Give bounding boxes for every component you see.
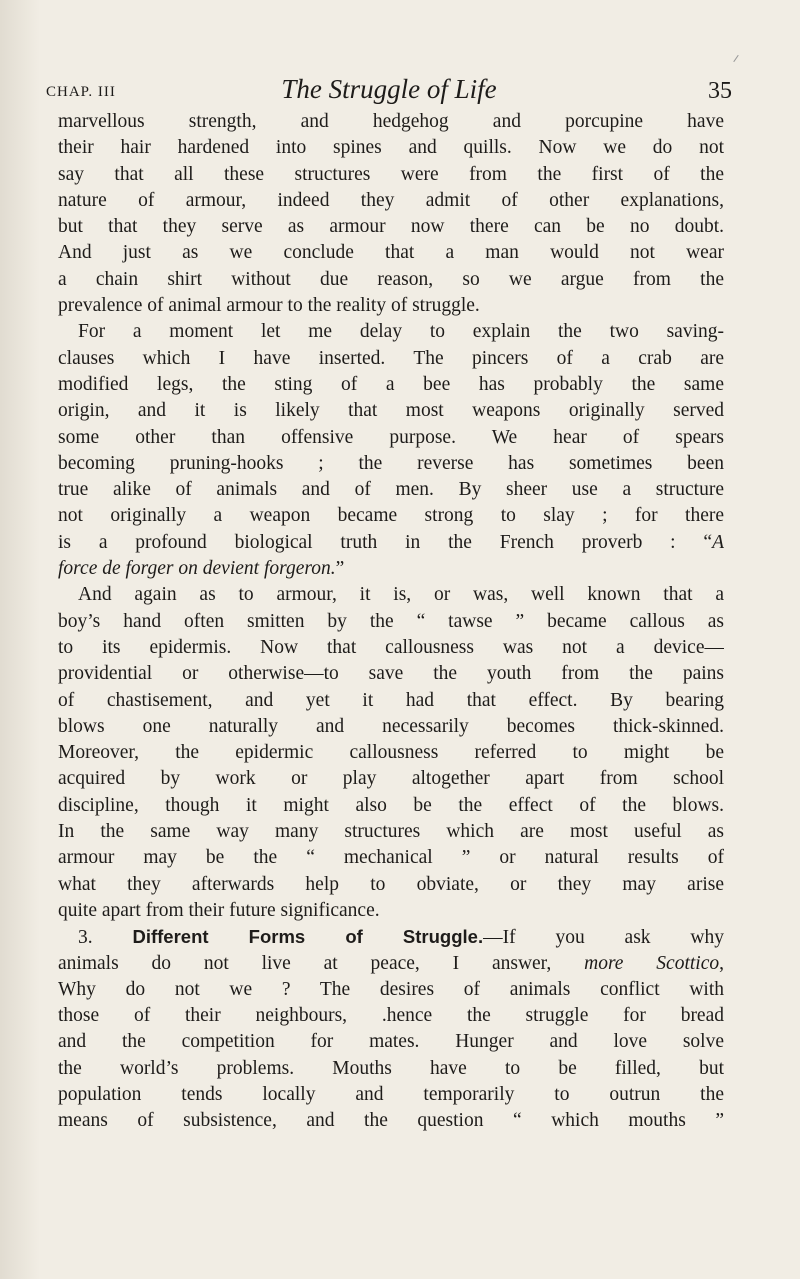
text-line: not originally a weapon became strong to slay ; for there [58,505,724,527]
text-line: true alike of animals and of men. By sheer use a structure [58,479,724,501]
text-line: armour may be the “ mechanical ” or natural results of [58,847,724,869]
text-line: quite apart from their future significance. [58,899,380,921]
proverb-close: ” [335,558,345,580]
text-line: marvellous strength, and hedgehog and porcupine have [58,111,724,132]
text-line: their hair hardened into spines and quills. Now we do not [58,137,724,159]
text-line: of chastisement, and yet it had that effect. By bearing [58,689,724,711]
text-line: providential or otherwise—to save the youth from the pains [58,663,724,685]
text-line: prevalence of animal armour to the reality of struggle. [58,295,480,317]
text-line: discipline, though it might also be the effect of the blows. [58,794,724,816]
section-heading-line [58,924,724,950]
text-line: Moreover, the epidermic callousness referred to might be [58,742,724,764]
text-line: Why do not we ? The desires of animals conflict with [58,978,724,1000]
italic-phrase: more Scottico [584,952,720,974]
section-heading: Different Forms of Struggle. [132,926,484,948]
section-number: 3. [78,927,133,949]
corner-mark [733,55,738,62]
text-line: means of subsistence, and the question “ which mouths ” [58,1110,724,1132]
text-line: nature of armour, indeed they admit of other explanations, [58,189,724,211]
text-line: but that they serve as armour now there can be no doubt. [58,216,724,238]
text-line: and the competition for mates. Hunger and love solve [58,1031,724,1053]
proverb-italic-start: A [712,531,724,553]
text-line: what they afterwards help to obviate, or they may arise [58,873,724,895]
text-line: population tends locally and temporarily to outrun the [58,1083,724,1105]
text-line: acquired by work or play altogether apart from school [58,768,724,790]
body-text [58,109,724,1135]
line-lead: animals do not live at peace, I answer, [58,952,585,974]
text-line-italic-phrase [58,951,724,977]
section-heading-continuation: —If you ask why [483,927,724,949]
text-line: In the same way many structures which are most useful as [58,821,724,843]
line-tail: , [719,952,724,974]
text-line: say that all these structures were from the first of the [58,163,724,185]
text-line: a chain shirt without due reason, so we argue from the [58,268,724,290]
text-line: to its epidermis. Now that callousness was not a device— [58,636,724,658]
running-header [46,72,732,108]
text-line: boy’s hand often smitten by the “ tawse ” became callous as [58,610,724,632]
text-line: those of their neighbours, .hence the struggle for bread [58,1005,724,1027]
text-line: becoming pruning-hooks ; the reverse has sometimes been [58,452,724,474]
text-line: modified legs, the sting of a bee has probably the same [58,373,724,395]
text-line-proverb-start [58,530,724,556]
text-line: And just as we conclude that a man would not wear [58,242,724,264]
text-line: the world’s problems. Mouths have to be filled, but [58,1057,724,1079]
text-line: origin, and it is likely that most weapons originally served [58,400,724,422]
chapter-label: CHAP. III [46,84,116,100]
text-line: clauses which I have inserted. The pincers of a crab are [58,347,724,369]
text-line: blows one naturally and necessarily becomes thick-skinned. [58,715,724,737]
proverb-lead: is a profound biological truth in the French proverb : “ [58,531,713,553]
text-line: some other than offensive purpose. We hear of spears [58,426,724,448]
proverb-italic: force de forger on devient forgeron. [58,558,336,580]
running-title: The Struggle of Life [281,74,497,104]
text-line-proverb-end [58,556,724,582]
text-line: For a moment let me delay to explain the two saving- [78,321,724,343]
page-gutter-shade [0,0,40,1279]
page-number: 35 [708,78,732,104]
text-line: And again as to armour, it is, or was, well known that a [78,584,724,606]
